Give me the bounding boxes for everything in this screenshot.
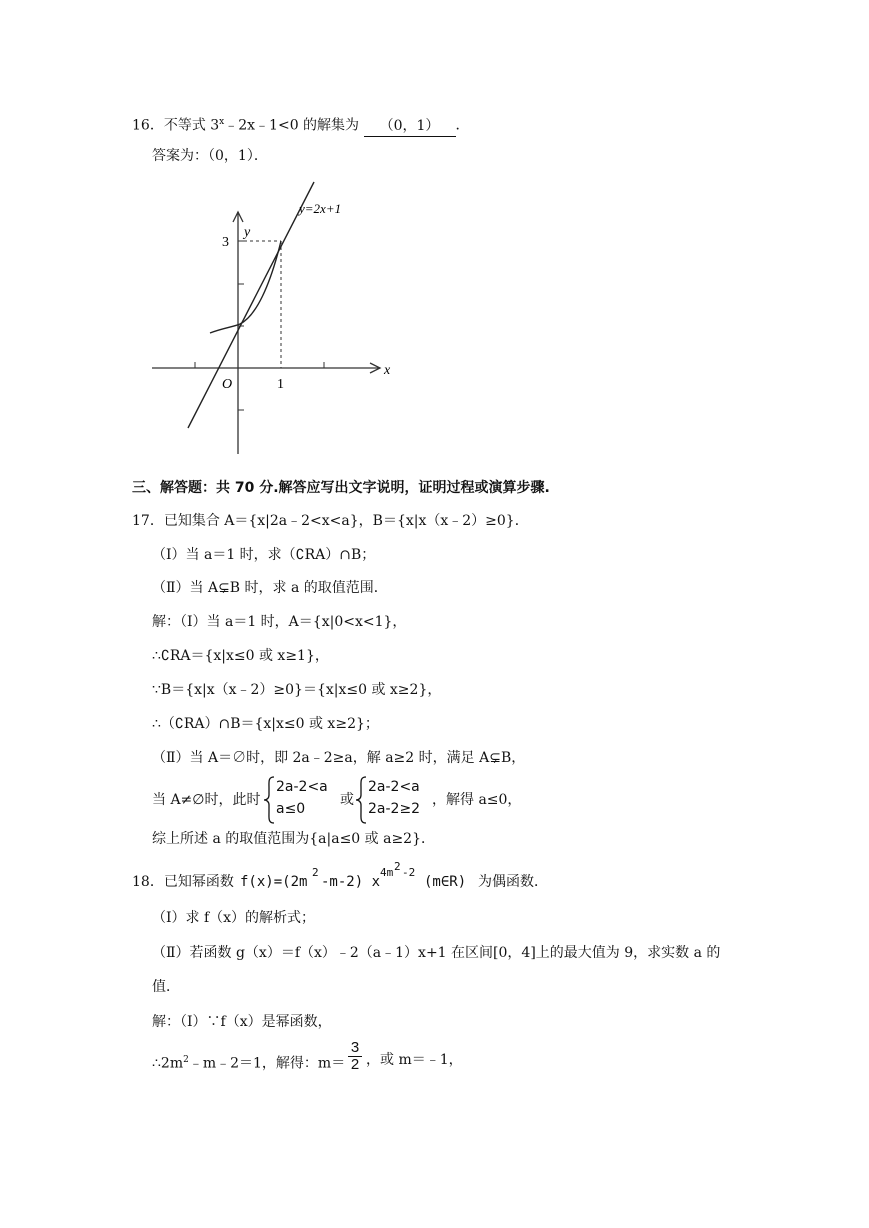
q16-answer: （0，1）	[364, 116, 456, 137]
q17-part1: （Ⅰ）当 a＝1 时，求（∁RA）∩B；	[152, 547, 376, 563]
q17-sol-6-pre: 当 A≠∅时，此时	[152, 792, 261, 808]
label-line: y=2x+1	[299, 201, 342, 216]
q17-sol-6-post: ，解得 a≤0，	[432, 792, 522, 808]
q18-sol-2-post: ，或 m＝﹣1，	[366, 1052, 463, 1068]
q18-sol-2: $\therefore 2m^2﹣m﹣2=1$，解得：m＝	[152, 1055, 346, 1072]
q17-sol-4: ∴（∁RA）∩B＝{x|x≤0 或 x≥2}；	[152, 716, 379, 732]
q18-sol-1: 解：（Ⅰ）∵f（x）是幂函数，	[152, 1014, 332, 1030]
brace-2	[354, 776, 368, 824]
q17-sol-5: （Ⅱ）当 A＝∅时，即 2a﹣2≥a，解 a≥2 时，满足 A⊊B，	[152, 750, 526, 766]
q17-sol-3: ∵B＝{x|x（x﹣2）≥0}＝{x|x≤0 或 x≥2}，	[152, 682, 442, 698]
q17-sol-1: 解：（Ⅰ）当 a＝1 时，A＝{x|0<x<1}，	[152, 614, 407, 630]
label-o: O	[222, 377, 233, 392]
label-1: 1	[277, 377, 284, 392]
function-graph	[148, 178, 398, 458]
q18-part1: （Ⅰ）求 f（x）的解析式；	[152, 910, 316, 926]
fraction: $\frac{3}{2}$	[348, 1040, 362, 1073]
system-1: 2a-2<a a≤0	[276, 779, 328, 817]
system-2: 2a-2<a 2a-2≥2	[368, 779, 421, 817]
q17-sol-6-mid: 或	[340, 792, 354, 808]
q18-part2a: （Ⅱ）若函数 g（x）＝f（x）﹣2（a﹣1）x+1 在区间[0，4]上的最大值为 9，求实数 a 的	[152, 945, 721, 961]
label-x: x	[384, 363, 391, 378]
q17-part2: （Ⅱ）当 A⊊B 时，求 a 的取值范围．	[152, 580, 388, 596]
q17-stem: 17．已知集合 A＝{x|2a﹣2<x<a}，B＝{x|x（x﹣2）≥0}．	[132, 513, 529, 529]
brace-1	[262, 776, 276, 824]
label-3: 3	[222, 235, 229, 250]
q16-stem: 16．不等式 $3^x﹣2x﹣1<0$ 的解集为 （0，1） ．	[132, 112, 470, 137]
q18-stem-post: 为偶函数．	[478, 874, 548, 890]
q16-answer-line: 答案为：（0，1）．	[152, 148, 268, 164]
section-heading: 三、解答题：共 70 分.解答应写出文字说明，证明过程或演算步骤.	[132, 480, 550, 496]
q18-stem-pre: 18．已知幂函数	[132, 874, 234, 890]
label-y: y	[244, 225, 251, 240]
q17-sol-2: ∴∁RA＝{x|x≤0 或 x≥1}，	[152, 648, 329, 664]
q17-sol-7: 综上所述 a 的取值范围为{a|a≤0 或 a≥2}．	[152, 831, 435, 847]
q18-part2b: 值．	[152, 979, 180, 995]
